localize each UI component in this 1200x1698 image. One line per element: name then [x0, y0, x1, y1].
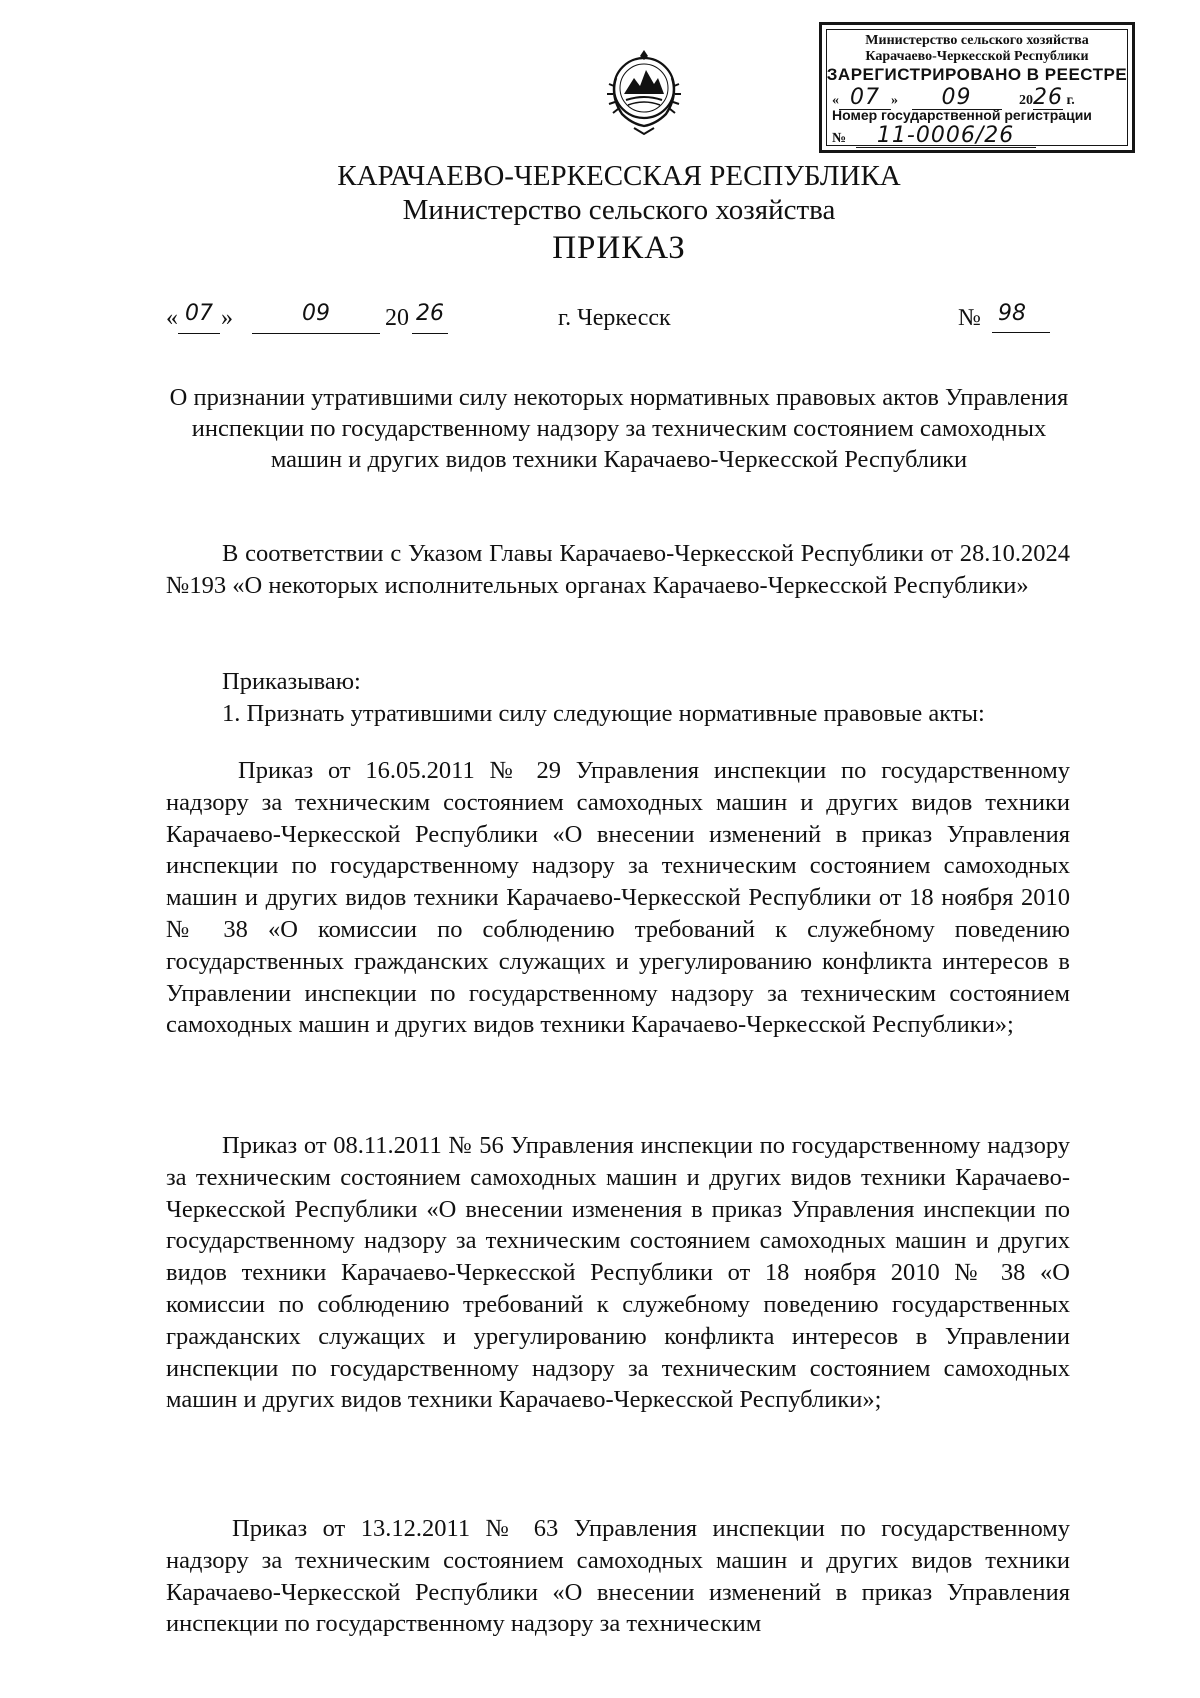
stamp-month: 09	[912, 87, 1002, 110]
order-number-label: №	[958, 305, 981, 331]
stamp-reg-number: 11-0006/26	[856, 125, 1036, 148]
repealed-act-2: Приказ от 08.11.2011 № 56 Управления инспекции по государственному надзору за техническим состоянием самоходных машин и других видов техники Карачаево-Черкесской Республики «О внесении изменения в приказ Управления инспекции по государственному надзору за техническим состоянием самоходных машин и других видов техники Карачаево-Черкесской Республики от 18 ноября 2010 № 38 «О комиссии по соблюдению требований к служебному поведению государственных гражданских служащих и урегулированию конфликта интересов в Управлении инспекции по государственному надзору за техническим состоянием самоходных машин и других видов техники Карачаево-Черкесской Республики»;	[166, 1132, 1070, 1414]
legal-basis-paragraph: В соответствии с Указом Главы Карачаево-Черкесской Республики от 28.10.2024 №193 «О некоторых исполнительных органах Карачаево-Черкесской Республики»	[166, 540, 1070, 599]
item-1: 1. Признать утратившими силу следующие нормативные правовые акты:	[222, 700, 985, 727]
date-close-quote: »	[221, 305, 233, 331]
date-month: 09	[252, 301, 380, 334]
date-open-quote: «	[166, 305, 178, 331]
document-subject: О признании утратившими силу некоторых нормативных правовых актов Управления инспекции по государственному надзору за техническим состоянием самоходных машин и других видов техники Карачаево-Черкесской Республики	[169, 384, 1069, 473]
date-year: 26	[412, 301, 448, 334]
stamp-registered: ЗАРЕГИСТРИРОВАНО В РЕЕСТРЕ	[826, 65, 1128, 84]
stamp-reg-number-line	[832, 125, 1122, 148]
stamp-day: 07	[839, 87, 891, 110]
date-day: 07	[178, 301, 220, 334]
stamp-year: 26	[1033, 85, 1063, 110]
repealed-act-3: Приказ от 13.12.2011 № 63 Управления инспекции по государственному надзору за техническим состоянием самоходных машин и других видов техники Карачаево-Черкесской Республики «О внесении изменений в приказ Управления инспекции по государственному надзору за техническим	[166, 1515, 1070, 1638]
date-line	[166, 301, 1200, 339]
stamp-republic: Карачаево-Черкесской Республики	[865, 49, 1089, 64]
ministry-name: Министерство сельского хозяйства	[402, 194, 836, 226]
stamp-date: « 07 » 09 2026 г.	[832, 85, 1075, 110]
stamp-no-label: №	[832, 131, 847, 146]
document-type-title: ПРИКАЗ	[552, 230, 686, 266]
order-number: 98	[992, 301, 1050, 333]
stamp-reg-label: Номер государственной регистрации	[832, 107, 1092, 123]
city-name: г. Черкесск	[558, 305, 671, 331]
registration-stamp	[819, 22, 1135, 153]
stamp-year-suffix: г.	[1066, 93, 1075, 108]
republic-name: КАРАЧАЕВО-ЧЕРКЕССКАЯ РЕСПУБЛИКА	[337, 160, 901, 192]
order-word: Приказываю:	[222, 668, 361, 695]
date-year-prefix: 20	[385, 305, 409, 331]
stamp-ministry: Министерство сельского хозяйства	[865, 33, 1089, 48]
repealed-act-1: Приказ от 16.05.2011 № 29 Управления инспекции по государственному надзору за техническим состоянием самоходных машин и других видов техники Карачаево-Черкесской Республики «О внесении изменений в приказ Управления инспекции по государственному надзору за техническим состоянием самоходных машин и других видов техники Карачаево-Черкесской Республики от 18 ноября 2010 № 38 «О комиссии по соблюдению требований к служебному поведению государственных гражданских служащих и урегулированию конфликта интересов в Управлении инспекции по государственному надзору за техническим состоянием самоходных машин и других видов техники Карачаево-Черкесской Республики»;	[166, 757, 1070, 1039]
coat-of-arms-icon	[604, 48, 684, 136]
stamp-year-prefix: 20	[1019, 93, 1033, 108]
